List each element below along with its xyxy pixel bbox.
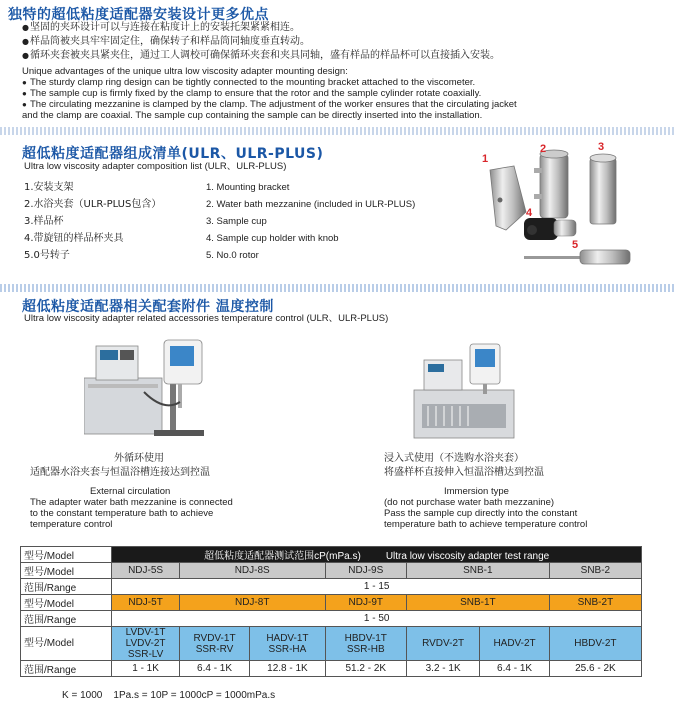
section-divider (0, 284, 676, 292)
cn-bullet: ● 坚固的夹环设计可以与连接在粘度计上的安装托架紧紧相连。 (22, 22, 300, 33)
table-header-row (21, 547, 642, 563)
model-cell: RVDV-2T (406, 627, 479, 661)
range-cell: 6.4 - 1K (480, 661, 549, 677)
header-title: 超低粘度适配器测试范围cP(mPa.s) Ultra low viscosity adapter test range (112, 547, 642, 563)
en-continuation: and the clamp are coaxial. The sample cup containing the sample can be directly inserted into the installation. (22, 110, 483, 121)
model-cell: HBDV-1T SSR-HB (325, 627, 406, 661)
model-cell: SNB-2T (549, 595, 641, 611)
section3-subtitle: Ultra low viscosity adapter related accessories temperature control (ULR、ULR-PLUS) (24, 313, 389, 324)
caption-cn-title: 外循环使用 (114, 453, 164, 464)
range-cell: 51.2 - 2K (325, 661, 406, 677)
header-model-label: 型号/Model (21, 547, 112, 563)
row-label: 范围/Range (21, 661, 112, 677)
part-item-en: 2. Water bath mezzanine (included in ULR-PLUS) (206, 199, 416, 210)
model-cell: NDJ-5T (112, 595, 179, 611)
section1-title: 独特的超低粘度适配器安装设计更多优点 (8, 7, 269, 23)
section1-en-block (22, 66, 517, 121)
adapter-parts-illustration (476, 140, 672, 282)
part-number-label: 3 (598, 141, 605, 153)
part-item-en: 1. Mounting bracket (206, 182, 290, 193)
en-bullet: ● The sample cup is firmly fixed by the clamp to ensure that the rotor and the sample cylinder rotate coaxially. (22, 88, 482, 99)
caption-cn-desc: 适配器水浴夹套与恒温浴槽连接达到控温 (30, 467, 210, 478)
part-number-label: 2 (540, 143, 547, 155)
caption-en-title: Immersion type (444, 486, 509, 497)
table-row (21, 661, 642, 677)
table-row (21, 595, 642, 611)
range-cell: 1 - 1K (112, 661, 179, 677)
row-label: 范围/Range (21, 579, 112, 595)
caption-en-desc: temperature bath to achieve temperature control (384, 519, 588, 530)
model-cell: HBDV-2T (549, 627, 641, 661)
section-divider (0, 127, 676, 135)
model-cell: SNB-1 (406, 563, 549, 579)
part-item-cn: 1.安装支架 (24, 182, 74, 193)
part-number-label: 4 (526, 207, 533, 219)
section2-title: 超低粘度适配器组成清单(ULR、ULR-PLUS) (22, 146, 324, 162)
model-cell: NDJ-9T (325, 595, 406, 611)
range-cell: 1 - 50 (112, 611, 642, 627)
model-cell: SNB-2 (549, 563, 641, 579)
part-item-en: 3. Sample cup (206, 216, 267, 227)
sample-cup-part (590, 154, 616, 224)
model-cell: NDJ-9S (325, 563, 406, 579)
cn-bullet: ● 样品筒被夹具牢牢固定住，确保转子和样品筒同轴度垂直转动。 (22, 36, 310, 47)
part-item-cn: 4.带旋钮的样品杯夹具 (24, 233, 124, 244)
en-bullet: ● The sturdy clamp ring design can be tightly connected to the mounting bracket attached to the viscometer. (22, 77, 476, 88)
rotor-part (524, 250, 630, 264)
part-item-en: 4. Sample cup holder with knob (206, 233, 339, 244)
section2-subtitle: Ultra low viscosity adapter composition list (ULR、ULR-PLUS) (24, 161, 287, 172)
part-item-en: 5. No.0 rotor (206, 250, 259, 261)
part-item-cn: 3.样品杯 (24, 216, 64, 227)
part-item-cn: 2.水浴夹套（ULR-PLUS包含） (24, 199, 162, 210)
immersion-type-caption (384, 452, 664, 530)
test-range-table (20, 546, 642, 677)
table-row (21, 563, 642, 579)
water-bath-mezzanine-part (534, 150, 568, 218)
immersion-type-photo (410, 338, 518, 442)
table-row (21, 627, 642, 661)
range-cell: 3.2 - 1K (406, 661, 479, 677)
range-cell: 25.6 - 2K (549, 661, 641, 677)
caption-cn-title: 浸入式使用（不选购水浴夹套） (384, 453, 524, 464)
model-cell: NDJ-8T (179, 595, 325, 611)
parts-list-cn (24, 179, 161, 264)
model-cell: HADV-1T SSR-HA (250, 627, 325, 661)
model-cell: NDJ-5S (112, 563, 179, 579)
caption-en-title: External circulation (90, 486, 171, 497)
external-circulation-photo (84, 332, 226, 442)
model-cell: NDJ-8S (179, 563, 325, 579)
en-heading: Unique advantages of the unique ultra low viscosity adapter mounting design: (22, 66, 348, 77)
section3-title: 超低粘度适配器相关配套附件 温度控制 (22, 299, 274, 315)
section1-cn-bullets (22, 21, 500, 63)
model-cell: LVDV-1T LVDV-2T SSR-LV (112, 627, 179, 661)
model-cell: SNB-1T (406, 595, 549, 611)
en-bullet: ● The circulating mezzanine is clamped by the clamp. The adjustment of the worker ensures that the circulating jacket (22, 99, 517, 110)
part-number-label: 5 (572, 239, 579, 251)
caption-en-desc: temperature control (30, 519, 113, 530)
part-item-cn: 5.0号转子 (24, 250, 70, 261)
caption-cn-desc: 将盛样杯直接伸入恒温浴槽达到控温 (384, 467, 544, 478)
cn-bullet: ● 循环夹套被夹具紧夹住，通过工人调校可确保循环夹套和夹具同轴，盛有样品的样品杯可以直接插入安装。 (22, 50, 500, 61)
row-label: 范围/Range (21, 611, 112, 627)
caption-en-desc: (do not purchase water bath mezzanine) (384, 497, 555, 508)
table-row (21, 579, 642, 595)
sample-cup-holder-part (524, 218, 576, 240)
caption-en-desc: Pass the sample cup directly into the constant (384, 508, 578, 519)
row-label: 型号/Model (21, 563, 112, 579)
model-cell: HADV-2T (480, 627, 549, 661)
table-row (21, 611, 642, 627)
parts-list-en (206, 179, 415, 264)
row-label: 型号/Model (21, 627, 112, 661)
caption-en-desc: The adapter water bath mezzanine is connected (30, 497, 233, 508)
mounting-bracket-part (490, 166, 526, 230)
range-cell: 1 - 15 (112, 579, 642, 595)
external-circulation-caption (30, 452, 320, 530)
unit-footnote: K = 1000 1Pa.s = 10P = 1000cP = 1000mPa.s (62, 690, 276, 701)
model-cell: RVDV-1T SSR-RV (179, 627, 249, 661)
range-cell: 12.8 - 1K (250, 661, 325, 677)
range-cell: 6.4 - 1K (179, 661, 249, 677)
caption-en-desc: to the constant temperature bath to achieve (30, 508, 214, 519)
part-number-label: 1 (482, 153, 489, 165)
row-label: 型号/Model (21, 595, 112, 611)
